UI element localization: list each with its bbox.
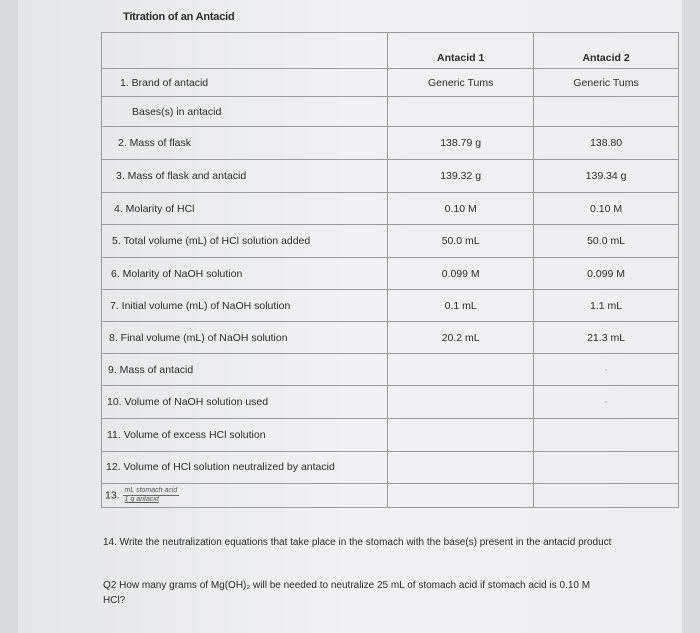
- row-label: 2. Mass of flask: [102, 127, 388, 160]
- antacid-1-value: [388, 484, 534, 508]
- antacid-2-value: [534, 97, 679, 127]
- antacid-1-value: Generic Tums: [388, 69, 534, 97]
- page-title: Titration of an Antacid: [123, 11, 235, 23]
- antacid-1-value: 50.0 mL: [388, 225, 534, 258]
- antacid-2-value: -: [534, 354, 679, 386]
- table-row: [102, 225, 679, 258]
- antacid-2-value: [534, 452, 679, 484]
- antacid-1-value: [388, 354, 534, 386]
- antacid-2-value: [534, 484, 679, 508]
- table-row: [102, 160, 679, 193]
- row-label: 6. Molarity of NaOH solution: [102, 258, 388, 290]
- antacid-2-value: 139.34 g: [534, 160, 679, 193]
- fraction-numerator: mL stomach acid: [124, 487, 178, 494]
- antacid-1-value: [388, 97, 534, 127]
- header-blank: [102, 33, 388, 69]
- table-row: [102, 419, 679, 452]
- table-row: [102, 322, 679, 354]
- antacid-1-value: [388, 452, 534, 484]
- antacid-2-value: 0.099 M: [534, 258, 679, 290]
- antacid-2-value: 21.3 mL: [534, 322, 679, 354]
- antacid-1-value: 20.2 mL: [388, 322, 534, 354]
- table-row: [102, 484, 679, 508]
- table-row: [102, 193, 679, 225]
- table-row: [102, 354, 679, 386]
- row-label: 9. Mass of antacid: [102, 354, 388, 386]
- antacid-2-value: 1.1 mL: [534, 290, 679, 322]
- row-label: 8. Final volume (mL) of NaOH solution: [102, 322, 388, 354]
- antacid-2-value: 0.10 M: [534, 193, 679, 225]
- row-label: 5. Total volume (mL) of HCl solution added: [102, 225, 388, 258]
- table-row: [102, 258, 679, 290]
- row-label: 3. Mass of flask and antacid: [102, 160, 388, 193]
- antacid-1-value: 0.10 M: [388, 193, 534, 225]
- antacid-2-value: 138.80: [534, 127, 679, 160]
- row-label: 10. Volume of NaOH solution used: [102, 386, 388, 419]
- header-antacid-2: Antacid 2: [534, 33, 679, 69]
- row-label-13: [102, 484, 388, 508]
- row-label: 1. Brand of antacid: [102, 69, 388, 97]
- table-row: [102, 97, 679, 127]
- row-label: 7. Initial volume (mL) of NaOH solution: [102, 290, 388, 322]
- ml-per-gram-fraction: [123, 487, 180, 504]
- row-label: 11. Volume of excess HCl solution: [102, 419, 388, 452]
- row-13-number: 13.: [105, 489, 120, 502]
- antacid-1-value: [388, 386, 534, 419]
- titration-table: [101, 32, 679, 508]
- header-row: [102, 33, 679, 69]
- antacid-1-value: 0.099 M: [388, 258, 534, 290]
- question-2: Q2 How many grams of Mg(OH)₂ will be needed to neutralize 25 mL of stomach acid if stomach acid is 0.10 M HCl?: [103, 580, 591, 606]
- table-row: [102, 290, 679, 322]
- antacid-2-value: Generic Tums: [534, 69, 679, 97]
- antacid-1-value: 138.79 g: [388, 127, 534, 160]
- table-row: [102, 69, 679, 97]
- fraction-denominator: 1 g antacid: [124, 496, 159, 503]
- table-row: [102, 127, 679, 160]
- antacid-2-value: -: [534, 386, 679, 419]
- antacid-1-value: 0.1 mL: [388, 290, 534, 322]
- header-antacid-1: Antacid 1: [388, 33, 534, 69]
- antacid-1-value: [388, 419, 534, 452]
- antacid-2-value: [534, 419, 679, 452]
- table-row: [102, 452, 679, 484]
- antacid-2-value: 50.0 mL: [534, 225, 679, 258]
- antacid-1-value: 139.32 g: [388, 160, 534, 193]
- row-label: Bases(s) in antacid: [102, 97, 388, 127]
- question-14: 14. Write the neutralization equations that take place in the stomach with the base(s) present in the antacid product: [103, 537, 612, 548]
- row-label: 12. Volume of HCl solution neutralized by antacid: [102, 452, 388, 484]
- row-label: 4. Molarity of HCl: [102, 193, 388, 225]
- table-row: [102, 386, 679, 419]
